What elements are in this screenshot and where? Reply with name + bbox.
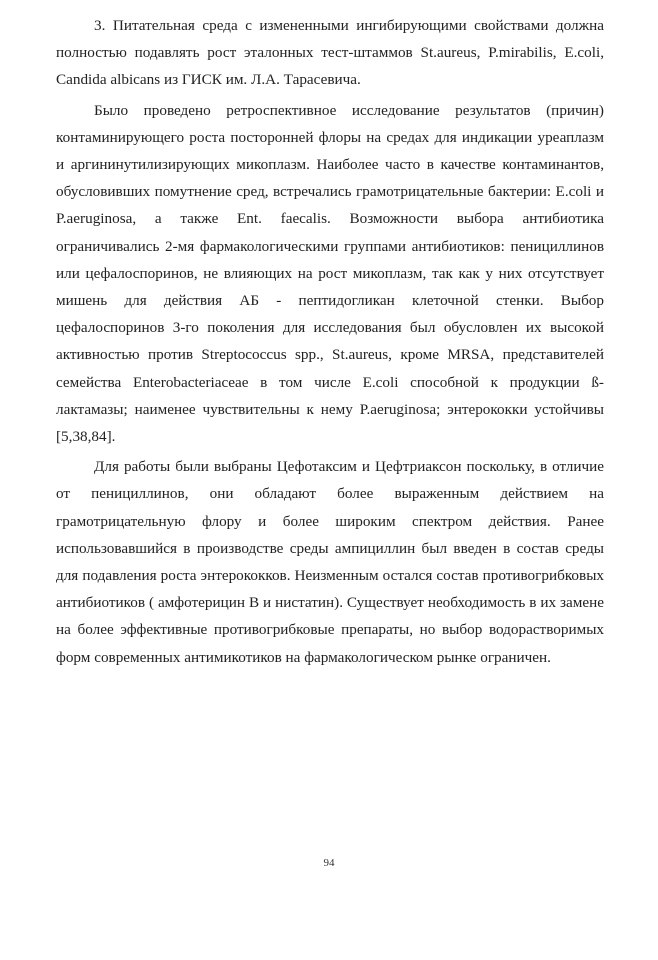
paragraph-requirement-3: 3. Питательная среда с измененными ингибирующими свойствами должна полностью подавлять рост эталонных тест-штаммов St.aureus, P.mirabilis, E.coli, Candida albicans из ГИСК им. Л.А. Тарасевича. (56, 17, 604, 89)
body-text (56, 12, 604, 671)
paragraph-antibiotic-choice: Для работы были выбраны Цефотаксим и Цефтриаксон поскольку, в отличие от пенициллинов, они обладают более выраженным действием на грамотрицательную флору и более широким спектром действия. Ранее использовавшийся в производстве среды ампициллин был введен в состав среды для подавления роста энтерококков. Неизменным остался состав противогрибковых антибиотиков ( амфотерицин В и нистатин). Существует необходимость в их замене на более эффективные противогрибковые препараты, но выбор водорастворимых форм современных антимикотиков на фармакологическом рынке ограничен. (56, 458, 604, 666)
page-number: 94 (323, 857, 335, 869)
paragraph-retrospective-study: Было проведено ретроспективное исследование результатов (причин) контаминирующего роста посторонней флоры на средах для индикации уреаплазм и аргининутилизирующих микоплазм. Наиболее часто в качестве контаминантов, обусловивших помутнение сред, встречались грамотрицательные бактерии: E.coli и P.aeruginosa, а также Ent. faecalis. Возможности выбора антибиотика ограничивались 2-мя фармакологическими группами антибиотиков: пенициллинов или цефалоспоринов, не влияющих на рост микоплазм, так как у них отсутствует мишень для действия АБ - пептидогликан клеточной стенки. Выбор цефалоспоринов 3-го поколения для исследования был обусловлен их высокой активностью против Streptococcus spp., St.aureus, кроме MRSA, представителей семейства Enterobacteriaceae в том числе E.coli способной к продукции ß-лактамазы; наименее чувствительны к нему P.aeruginosa; энтерококки устойчивы [5,38,84]. (56, 101, 604, 446)
